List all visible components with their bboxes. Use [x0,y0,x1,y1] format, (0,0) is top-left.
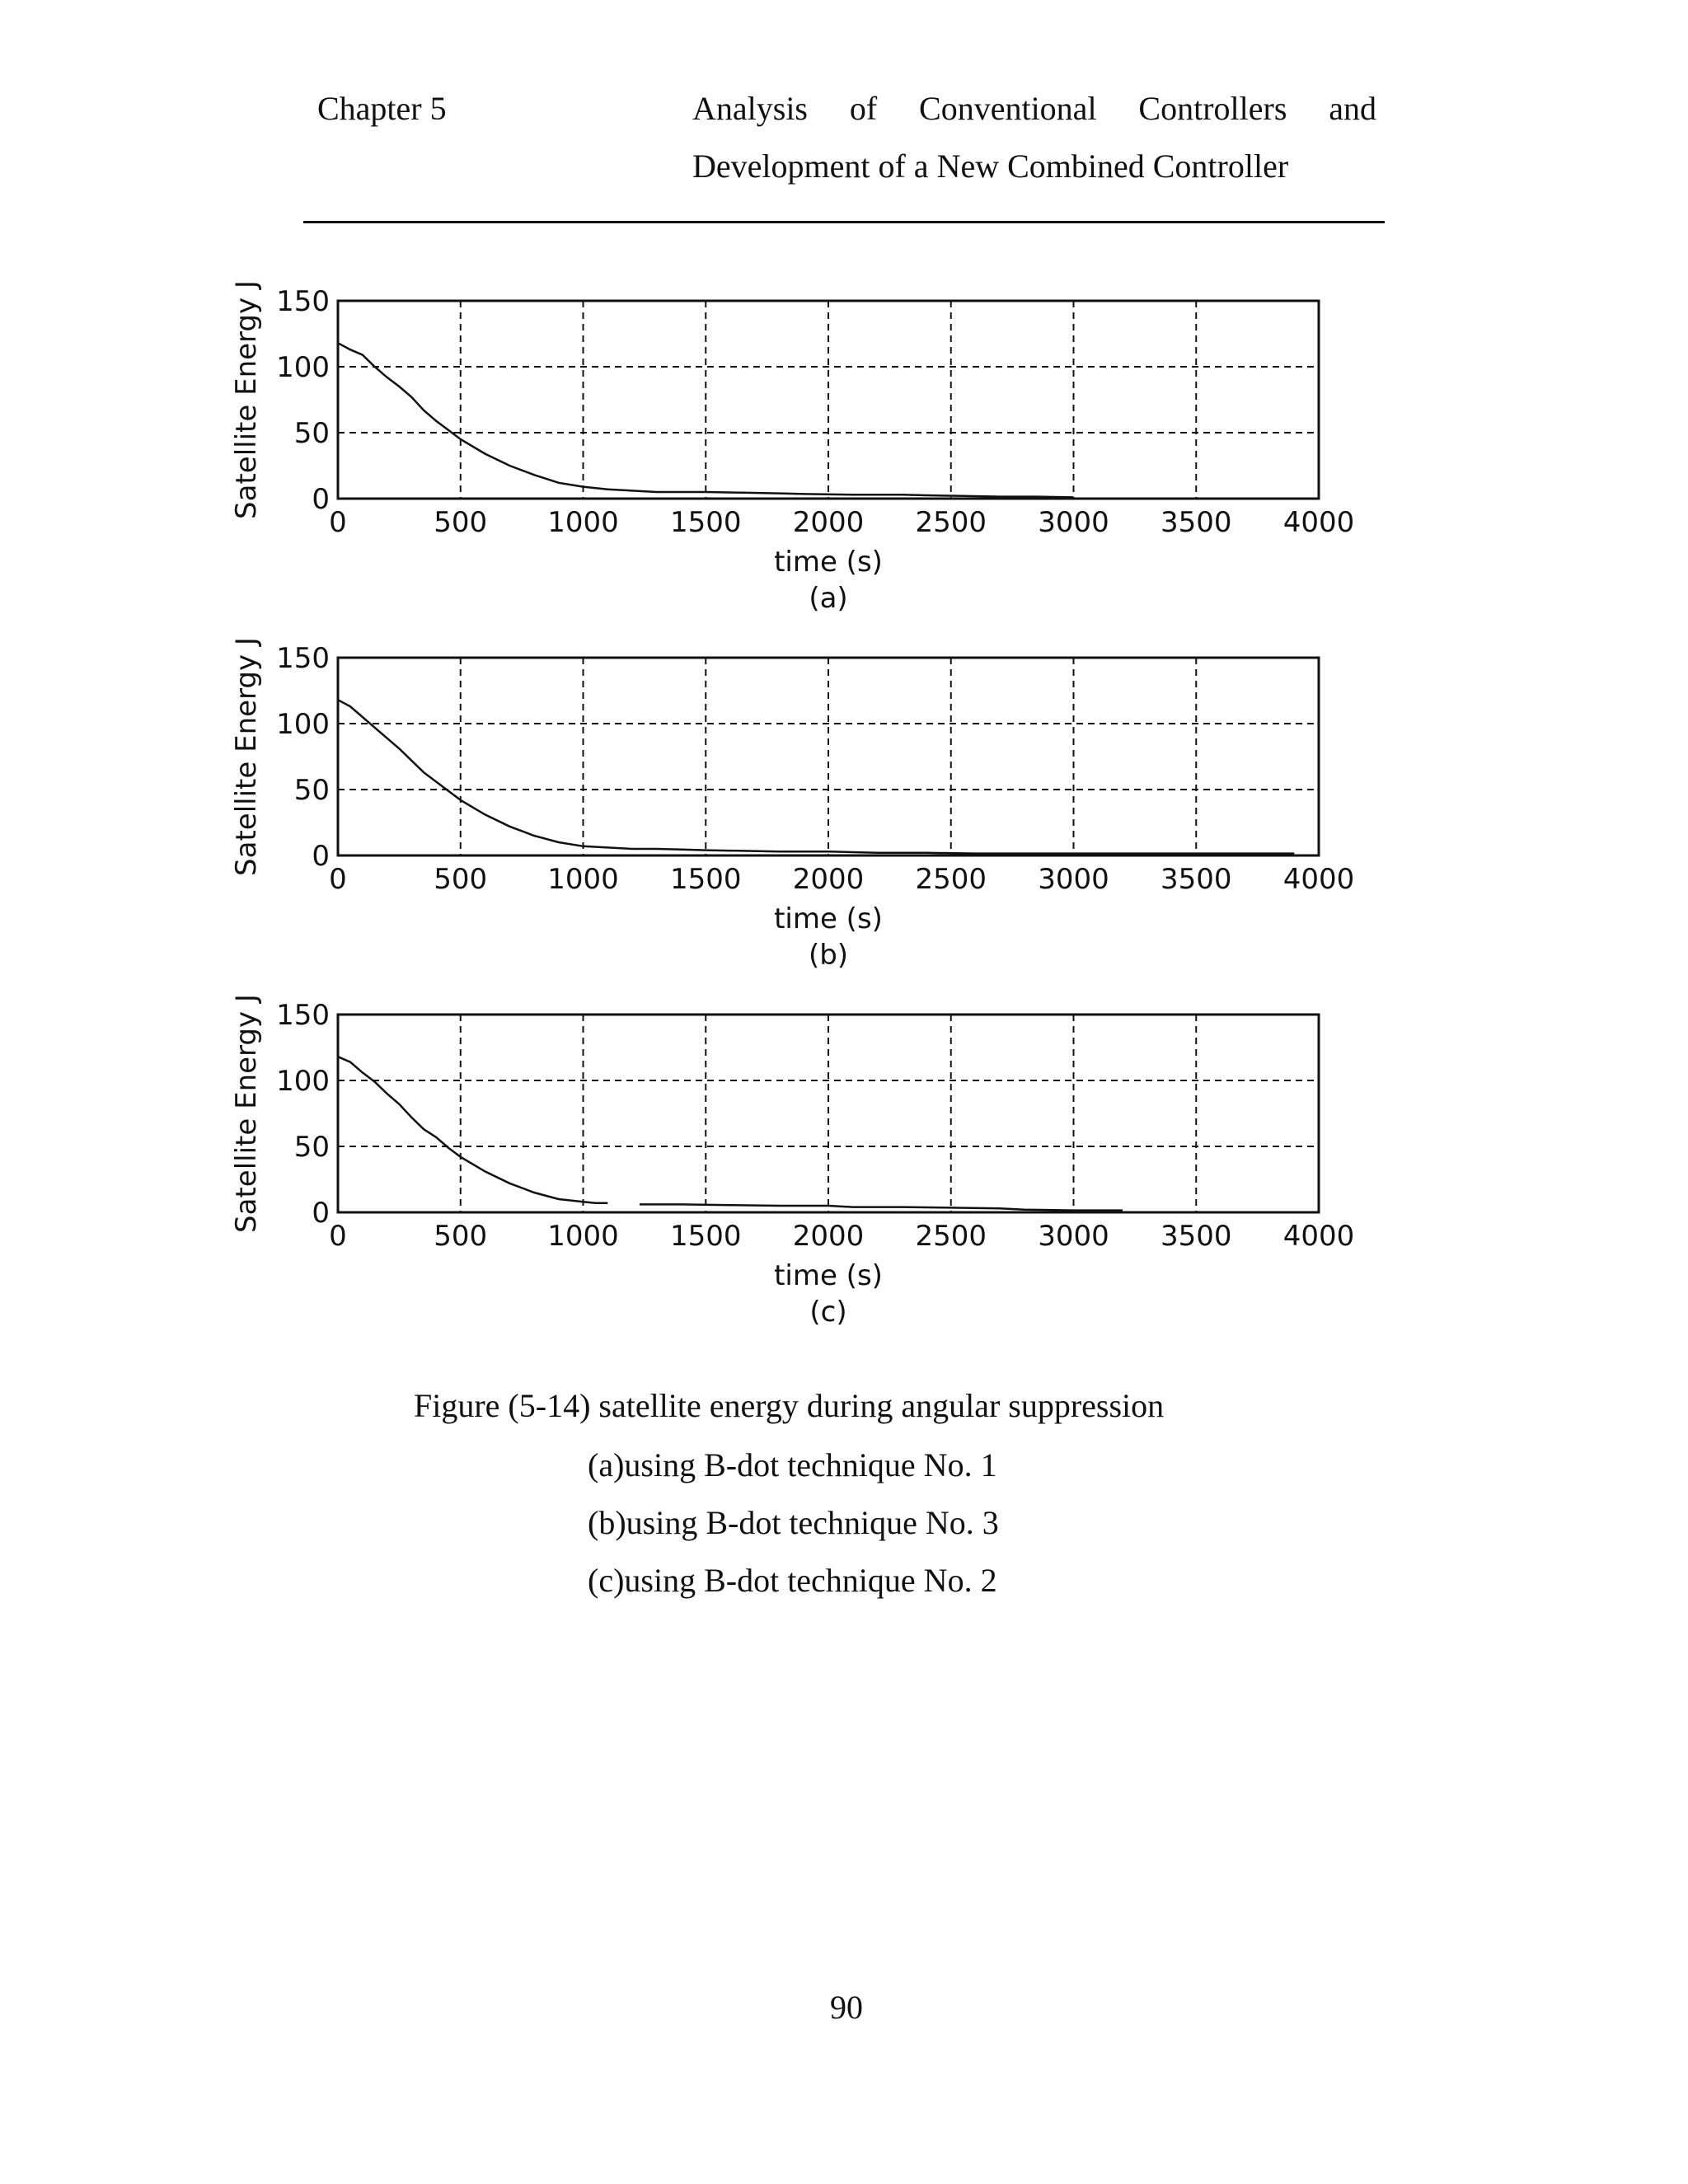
ylabel-b: Satellite Energy J [230,637,263,876]
ytick-label-b-0: 0 [312,840,330,873]
ytick-label-c-1: 50 [293,1131,330,1164]
ytick-label-c-2: 100 [276,1065,330,1098]
xtick-label-c-0: 0 [329,1220,347,1253]
xtick-label-b-1: 500 [434,863,488,896]
ytick-label-b-1: 50 [293,774,330,807]
ylabel-a: Satellite Energy J [230,280,263,519]
caption-subplot-c: (c)using B-dot technique No. 2 [588,1562,997,1599]
figure-caption: Figure (5-14) satellite energy during angular suppression [414,1387,1165,1424]
xtick-label-c-3: 1500 [669,1220,742,1253]
xlabel-c: time (s) [774,1259,883,1292]
xtick-label-b-0: 0 [329,863,347,896]
ytick-label-a-3: 150 [276,285,330,318]
page-number: 90 [830,1989,863,2026]
xlabel-b: time (s) [774,902,883,935]
xtick-label-c-7: 3500 [1160,1220,1232,1253]
xtick-label-a-3: 1500 [669,506,742,539]
caption-subplot-a: (a)using B-dot technique No. 1 [588,1446,997,1483]
chapter-title-line-1: Analysis of Conventional Controllers and [692,90,1376,127]
xtick-label-c-5: 2500 [915,1220,987,1253]
ytick-label-a-0: 0 [312,483,330,516]
xtick-label-c-1: 500 [434,1220,488,1253]
xtick-label-b-6: 3000 [1038,863,1109,896]
xtick-label-a-0: 0 [329,506,347,539]
chapter-label: Chapter 5 [317,90,447,127]
xtick-label-a-8: 4000 [1282,506,1355,539]
caption-subplot-b: (b)using B-dot technique No. 3 [588,1504,999,1541]
xtick-label-a-6: 3000 [1038,506,1109,539]
xlabel-a: time (s) [774,546,883,579]
xtick-label-b-4: 2000 [792,863,865,896]
ytick-label-a-2: 100 [276,351,330,384]
xtick-label-b-8: 4000 [1282,863,1355,896]
xtick-label-b-7: 3500 [1160,863,1232,896]
ytick-label-b-2: 100 [276,708,330,741]
ytick-label-a-1: 50 [293,417,330,450]
xtick-label-c-8: 4000 [1282,1220,1355,1253]
ytick-label-c-3: 150 [276,999,330,1032]
xtick-label-c-6: 3000 [1038,1220,1109,1253]
xtick-label-a-2: 1000 [547,506,619,539]
subplot-label-a: (a) [809,582,848,615]
xtick-label-a-5: 2500 [915,506,987,539]
xtick-label-a-4: 2000 [792,506,865,539]
xtick-label-a-1: 500 [434,506,488,539]
ytick-label-b-3: 150 [276,642,330,675]
xtick-label-b-3: 1500 [669,863,742,896]
ytick-label-c-0: 0 [312,1197,330,1230]
xtick-label-a-7: 3500 [1160,506,1232,539]
ylabel-c: Satellite Energy J [230,994,263,1233]
xtick-label-c-2: 1000 [547,1220,619,1253]
subplot-label-b: (b) [808,939,849,972]
subplot-label-c: (c) [809,1296,847,1329]
chapter-title-line-2: Development of a New Combined Controller [692,148,1289,185]
xtick-label-c-4: 2000 [792,1220,865,1253]
xtick-label-b-5: 2500 [915,863,987,896]
xtick-label-b-2: 1000 [547,863,619,896]
